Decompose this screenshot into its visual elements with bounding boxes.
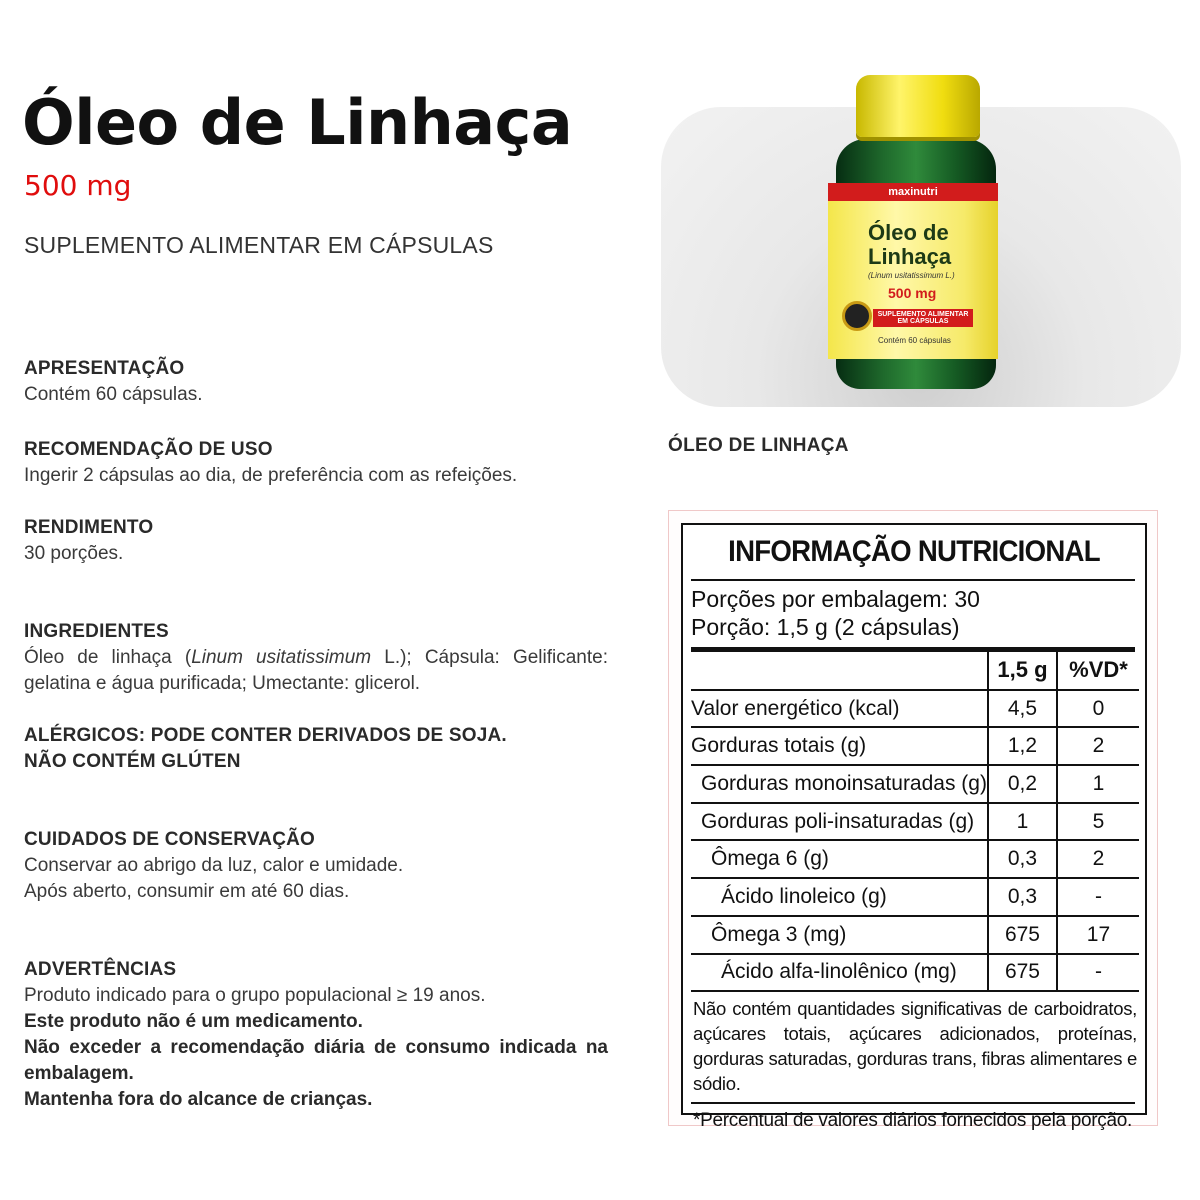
label-count: Contém 60 cápsulas: [878, 336, 951, 345]
warning-bold: Não exceder a recomendação diária de consumo indicada na embalagem.: [24, 1037, 608, 1084]
section-apresentacao: [24, 356, 608, 408]
col-value: 1,5 g: [988, 652, 1057, 690]
nutrient-dv: 2: [1057, 727, 1139, 765]
nutrient-dv: 2: [1057, 840, 1139, 878]
section-conservacao: [24, 827, 608, 905]
section-text: Após aberto, consumir em até 60 dias.: [24, 881, 350, 902]
nutrient-value: 0,2: [988, 765, 1057, 803]
nutrient-name: Gorduras totais (g): [691, 727, 988, 765]
table-row: [691, 916, 1139, 954]
allergen-warning: ALÉRGICOS: PODE CONTER DERIVADOS DE SOJA.: [24, 725, 507, 746]
label-name-line: Óleo de: [868, 220, 949, 245]
brand-logo: maxinutri: [888, 186, 938, 198]
col-dv: %VD*: [1057, 652, 1139, 690]
nutrient-name: Ácido linoleico (g): [691, 878, 988, 916]
nutrient-value: 675: [988, 916, 1057, 954]
product-bottle-image: [828, 75, 998, 395]
nutrition-title: INFORMAÇÃO NUTRICIONAL: [728, 535, 1100, 568]
nutrient-value: 4,5: [988, 690, 1057, 728]
ingredient-text-end: L.); Cápsula: Gelificante: gelatina e água purificada; Umectante: glicerol.: [24, 647, 608, 694]
warning-bold: Mantenha fora do alcance de crianças.: [24, 1089, 373, 1110]
gluten-warning: NÃO CONTÉM GLÚTEN: [24, 751, 241, 772]
nutrient-value: 1,2: [988, 727, 1057, 765]
nutrient-dv: -: [1057, 878, 1139, 916]
label-name-line: Linhaça: [868, 244, 952, 269]
section-text: [24, 645, 608, 697]
nutrition-footnote: Não contém quantidades significativas de carboidratos, açúcares totais, açúcares adicionados, proteínas, gorduras saturadas, gorduras trans, fibras alimentares e sódio.: [693, 998, 1137, 1095]
photo-caption: ÓLEO DE LINHAÇA: [668, 435, 849, 456]
bottle-label: [828, 183, 998, 359]
col-nutrient: [691, 652, 988, 690]
ingredient-scientific-name: Linum usitatissimum: [191, 647, 372, 668]
nutrient-value: 675: [988, 954, 1057, 992]
section-text: [24, 1035, 608, 1087]
warning-bold: Este produto não é um medicamento.: [24, 1011, 363, 1032]
table-row: [691, 803, 1139, 841]
section-heading: ADVERTÊNCIAS: [24, 959, 177, 980]
product-subtitle: SUPLEMENTO ALIMENTAR EM CÁPSULAS: [24, 232, 494, 258]
nutrition-table: [681, 523, 1147, 1132]
dv-footnote: *Percentual de valores diários fornecidos pela porção.: [693, 1110, 1133, 1132]
section-alergicos: [24, 723, 608, 775]
nutrient-value: 0,3: [988, 878, 1057, 916]
label-product-name: [868, 221, 951, 269]
table-row: [691, 690, 1139, 728]
section-text: [24, 1087, 608, 1113]
servings-per-pack: Porções por embalagem: 30: [691, 586, 980, 612]
table-row: [691, 765, 1139, 803]
table-header-row: [691, 652, 1139, 690]
table-row: [691, 840, 1139, 878]
gmp-seal-icon: [842, 301, 872, 331]
ingredient-text-start: Óleo de linhaça (: [24, 647, 192, 668]
section-heading: INGREDIENTES: [24, 621, 169, 642]
bottle-cap: [856, 75, 980, 137]
section-text: Contém 60 cápsulas.: [24, 384, 203, 405]
nutrient-value: 1: [988, 803, 1057, 841]
label-scientific-name: (Linum usitatissimum L.): [868, 271, 955, 280]
product-dose: 500 mg: [24, 169, 132, 202]
nutrient-dv: 1: [1057, 765, 1139, 803]
nutrient-value: 0,3: [988, 840, 1057, 878]
nutrient-name: Valor energético (kcal): [691, 690, 988, 728]
section-heading: RECOMENDAÇÃO DE USO: [24, 439, 273, 460]
serving-info: [683, 581, 1145, 641]
section-text: [24, 1009, 608, 1035]
section-heading: RENDIMENTO: [24, 517, 154, 538]
section-text: 30 porções.: [24, 543, 124, 564]
nutrient-dv: 5: [1057, 803, 1139, 841]
section-heading: CUIDADOS DE CONSERVAÇÃO: [24, 829, 316, 850]
product-title: Óleo de Linhaça: [22, 86, 573, 159]
section-text: Conservar ao abrigo da luz, calor e umidade.: [24, 855, 404, 876]
section-heading: APRESENTAÇÃO: [24, 358, 185, 379]
nutrient-name: Ômega 6 (g): [691, 840, 988, 878]
table-row: [691, 727, 1139, 765]
label-dose: 500 mg: [888, 285, 937, 301]
section-ingredientes: [24, 619, 608, 697]
nutrient-name: Ômega 3 (mg): [691, 916, 988, 954]
nutrient-dv: 17: [1057, 916, 1139, 954]
nutrient-dv: -: [1057, 954, 1139, 992]
nutrient-name: Gorduras monoinsaturadas (g): [691, 765, 988, 803]
nutrient-name: Gorduras poli-insaturadas (g): [691, 803, 988, 841]
label-band: SUPLEMENTO ALIMENTAR EM CÁPSULAS: [873, 309, 973, 327]
section-advertencias: [24, 957, 608, 1113]
section-rendimento: [24, 515, 608, 567]
section-recomendacao: [24, 437, 608, 489]
table-row: [691, 954, 1139, 992]
nutrient-dv: 0: [1057, 690, 1139, 728]
section-text: Produto indicado para o grupo populacional ≥ 19 anos.: [24, 985, 486, 1006]
serving-size: Porção: 1,5 g (2 cápsulas): [691, 614, 960, 640]
section-text: Ingerir 2 cápsulas ao dia, de preferência com as refeições.: [24, 465, 518, 486]
nutrient-table: [691, 652, 1139, 992]
nutrient-name: Ácido alfa-linolênico (mg): [691, 954, 988, 992]
table-row: [691, 878, 1139, 916]
